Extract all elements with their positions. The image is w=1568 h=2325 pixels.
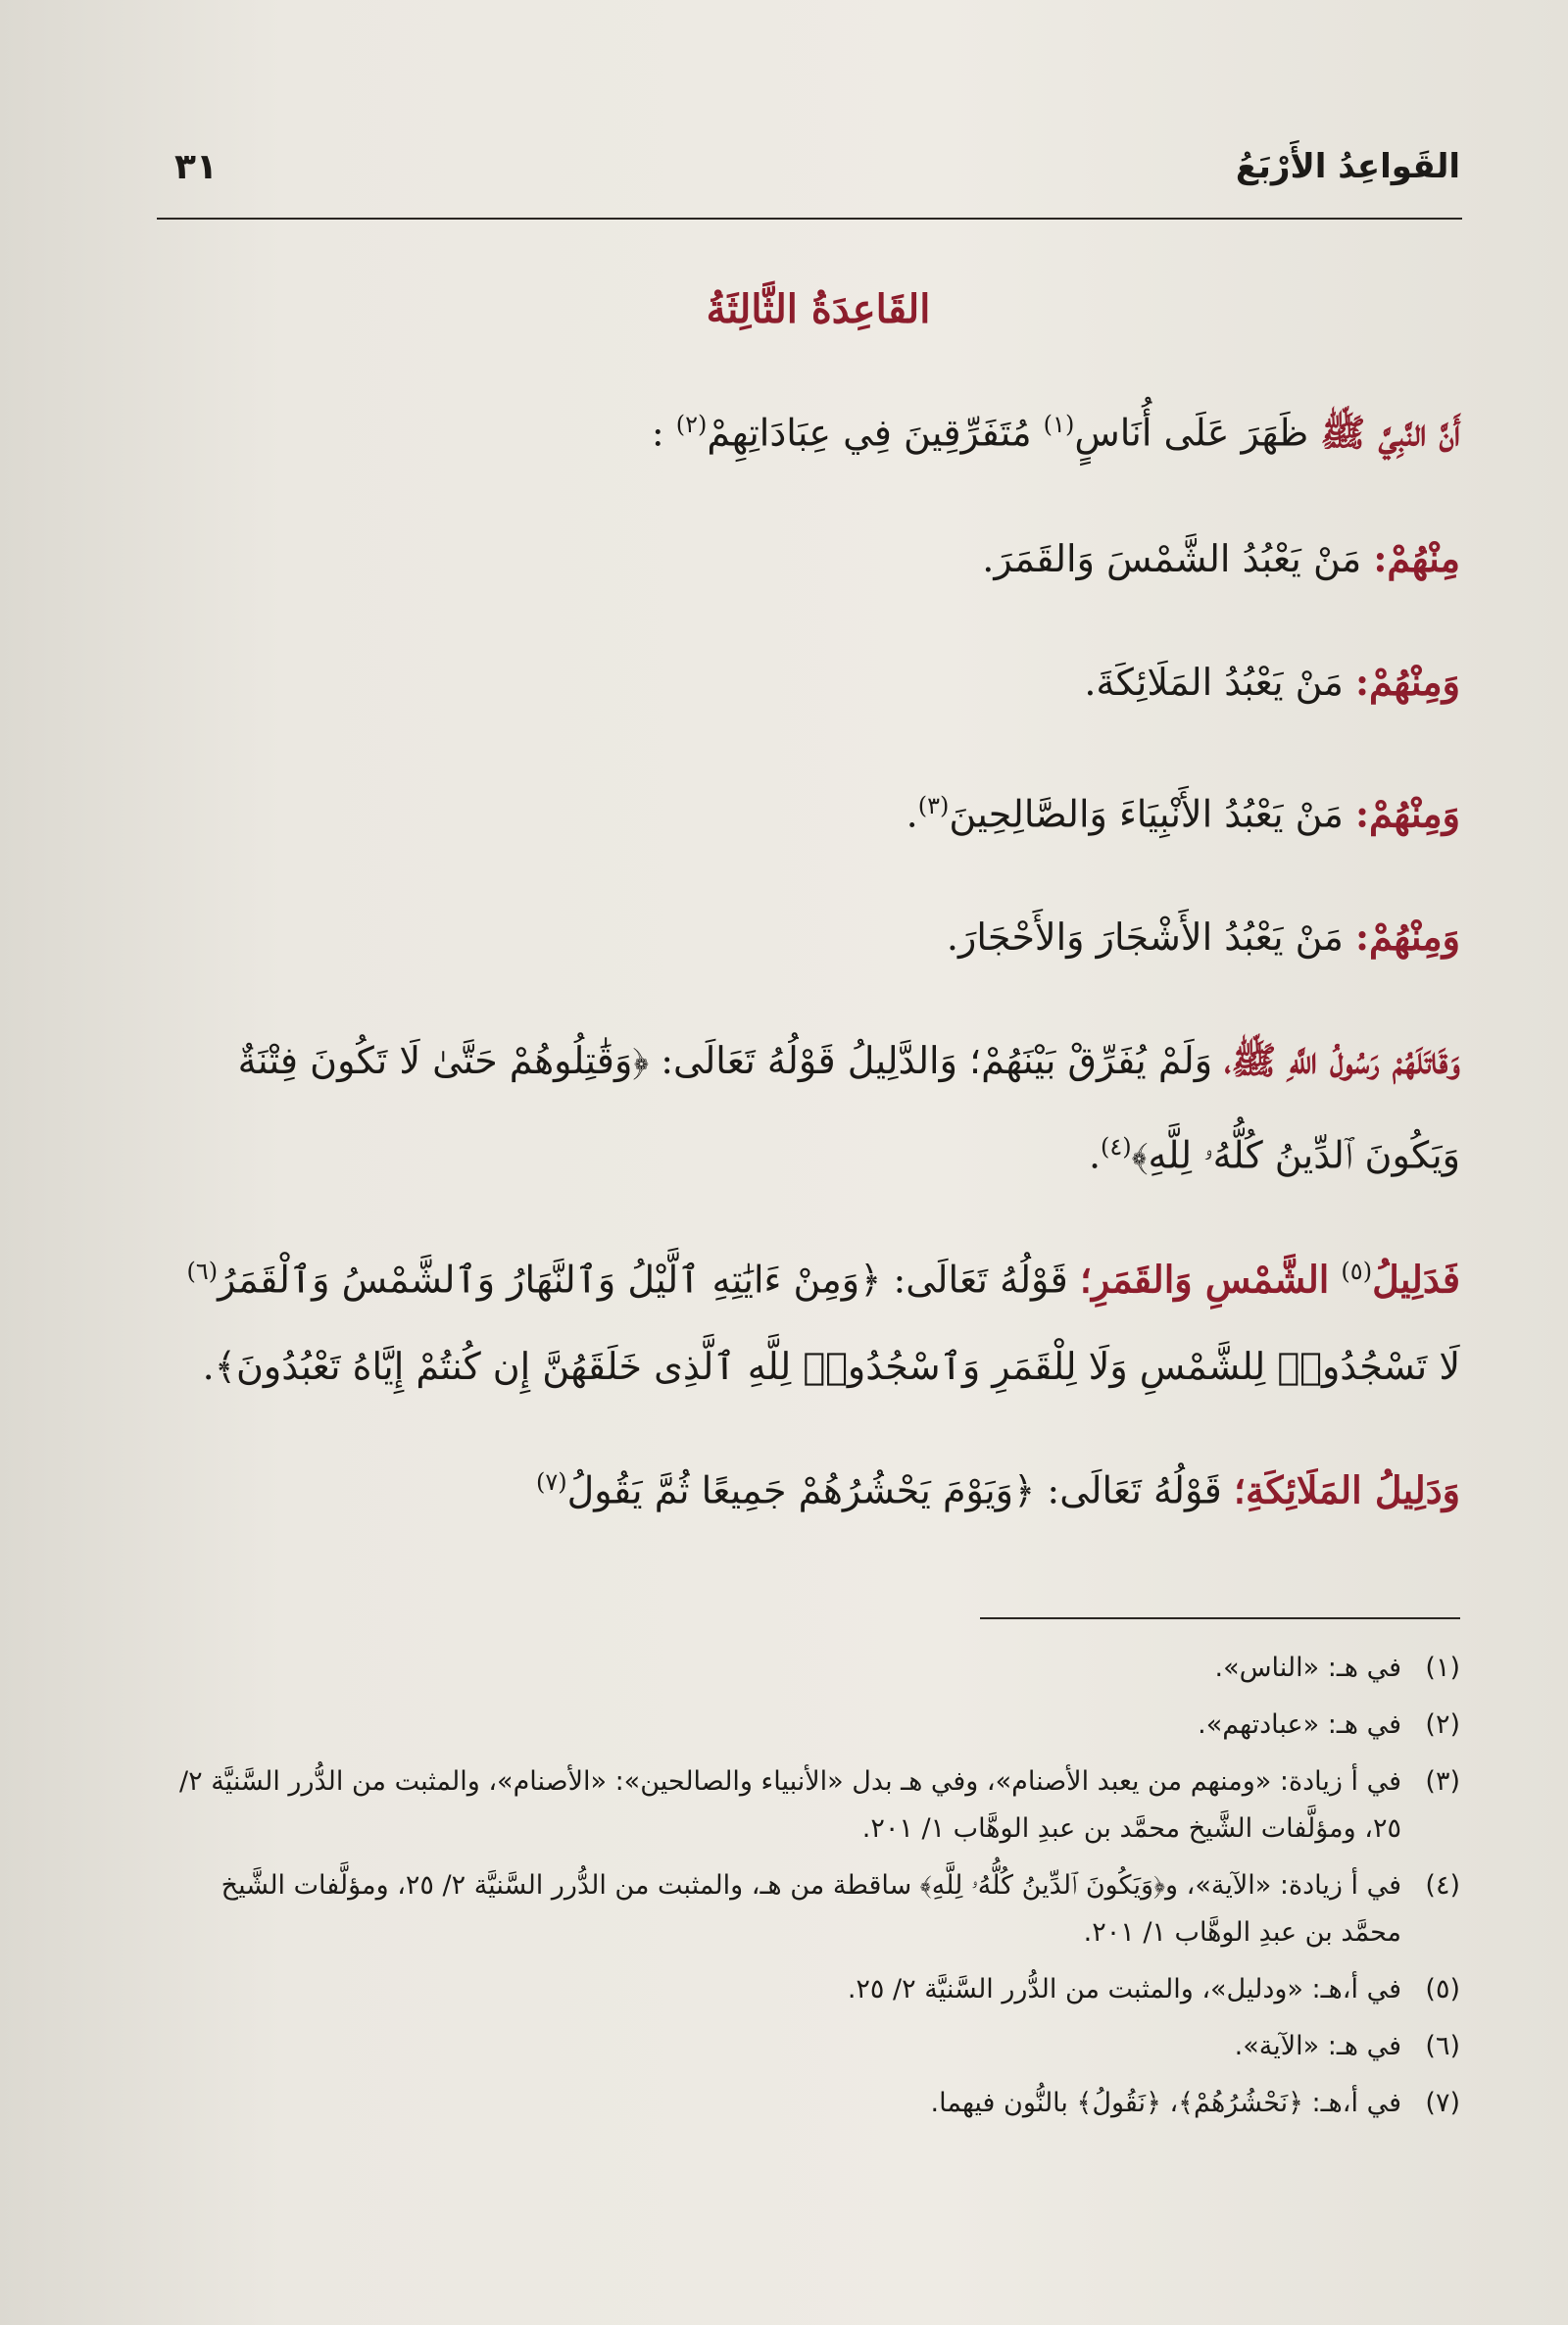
footnote-text: في أ،هـ: «ودليل»، والمثبت من الدُّرر السَّنيَّة ٢/ ٢٥. <box>847 1974 1401 2004</box>
footnote-number: (٦) <box>1425 2031 1460 2061</box>
footnote-number: (٧) <box>1425 2088 1460 2118</box>
sun-lead-2: الشَّمْسِ وَالقَمَرِ؛ <box>1079 1257 1330 1302</box>
footnote-text: في أ زيادة: «الآية»، و﴿وَيَكُونَ ٱلدِّينُ كُلُّهُۥ لِلَّهِ﴾ ساقطة من هـ، والمثبت من الدُّرر السَّنيَّة ٢/ ٢٥، ومؤلَّفات الشَّيخ محمَّد بن عبدِ الوهَّاب ١/ ٢٠١. <box>220 1870 1401 1948</box>
list-item <box>176 516 1460 602</box>
list-item <box>176 763 1460 858</box>
intro-tail: : <box>651 411 664 455</box>
footnote-ref-6[interactable]: (٦) <box>186 1257 219 1285</box>
quran-verse: ﴿وَيَوْمَ يَحْشُرُهُمْ جَمِيعًا ثُمَّ يَقُولُ <box>566 1468 1036 1512</box>
footnote-ref-7[interactable]: (٧) <box>535 1467 567 1496</box>
sun-paragraph <box>176 1228 1460 1410</box>
list-item-prefix: وَمِنْهُمْ: <box>1354 659 1460 704</box>
section-heading: القَاعِدَةُ الثَّالِثَةُ <box>706 286 931 332</box>
list-item-prefix: مِنْهُمْ: <box>1373 535 1460 580</box>
footnote <box>176 1758 1460 1853</box>
angels-text: قَوْلُهُ تَعَالَى: <box>1047 1468 1222 1512</box>
footnote-text: في أ زيادة: «ومنهم من يعبد الأصنام»، وفي هـ بدل «الأنبياء والصالحين»: «الأصنام»، والمثبت من الدُّرر السَّنيَّة ٢/ ٢٥، ومؤلَّفات الشَّيخ محمَّد بن عبدِ الوهَّاب ١/ ٢٠١. <box>179 1766 1401 1844</box>
fight-text: وَلَمْ يُفَرِّقْ بَيْنَهُمْ؛ وَالدَّلِيلُ قَوْلُهُ تَعَالَى: <box>661 1039 1213 1083</box>
list-item-text: مَنْ يَعْبُدُ الأَنْبِيَاءَ وَالصَّالِحِينَ <box>949 792 1344 836</box>
footnote-ref-4[interactable]: (٤) <box>1101 1133 1132 1162</box>
angels-paragraph <box>176 1439 1460 1534</box>
running-header-title: القَواعِدُ الأَرْبَعُ <box>1235 147 1460 186</box>
list-item-text: مَنْ يَعْبُدُ الشَّمْسَ وَالقَمَرَ. <box>982 536 1362 580</box>
quran-verse: ﴿وَقَٰتِلُوهُمْ حَتَّىٰ لَا تَكُونَ فِتْنَةٌ وَيَكُونَ ٱلدِّينُ كُلُّهُۥ لِلَّهِ﴾ <box>237 1039 1460 1177</box>
footnotes <box>176 1645 1460 2137</box>
list-item <box>176 894 1460 980</box>
footnote-text: في أ،هـ: ﴿نَحْشُرُهُمْ﴾، ﴿نَقُولُ﴾ بالنُّون فيهما. <box>930 2088 1401 2118</box>
footnote <box>176 1702 1460 1749</box>
footnote-ref-3[interactable]: (٣) <box>917 791 950 819</box>
fight-lead: وَقَاتَلَهُمْ رَسُولُ اللَّهِ ﷺ، <box>1224 1038 1460 1083</box>
list-item-tail: . <box>906 792 918 836</box>
angels-lead: وَدَلِيلُ المَلَائِكَةِ؛ <box>1233 1467 1460 1512</box>
page-number: ٣١ <box>174 147 218 187</box>
intro-paragraph <box>176 381 1460 476</box>
intro-text-2: مُتَفَرِّقِينَ فِي عِبَادَاتِهِمْ <box>707 411 1032 455</box>
footnote-text: في هـ: «الآية». <box>1234 2031 1401 2061</box>
quran-verse: لَا تَسْجُدُوا۟ لِلشَّمْسِ وَلَا لِلْقَمَرِ وَٱسْجُدُوا۟ لِلَّهِ ٱلَّذِى خَلَقَهُنَّ إِن كُنتُمْ إِيَّاهُ تَعْبُدُونَ﴾ <box>214 1344 1460 1388</box>
footnote-ref-2[interactable]: (٢) <box>675 411 708 438</box>
footnote <box>176 2080 1460 2127</box>
footnote-number: (٤) <box>1425 1870 1460 1901</box>
sun-tail: . <box>202 1344 215 1388</box>
footnote-number: (٥) <box>1425 1974 1460 2004</box>
footnote <box>176 2023 1460 2070</box>
intro-lead: أَنَّ النَّبِيَّ ﷺ <box>1320 410 1460 455</box>
footnote <box>176 1645 1460 1692</box>
footnote-divider <box>980 1617 1460 1619</box>
list-item-text: مَنْ يَعْبُدُ الأَشْجَارَ وَالأَحْجَارَ. <box>946 915 1344 960</box>
fight-paragraph <box>176 1017 1460 1199</box>
footnote-number: (٣) <box>1425 1766 1460 1797</box>
quran-verse: ﴿وَمِنْ ءَايَٰتِهِ ٱلَّيْلُ وَٱلنَّهَارُ وَٱلشَّمْسُ وَٱلْقَمَرُ <box>218 1258 882 1302</box>
footnote-text: في هـ: «الناس». <box>1214 1653 1401 1683</box>
footnote-ref-1[interactable]: (١) <box>1043 411 1075 438</box>
footnote-number: (٢) <box>1425 1709 1460 1740</box>
fight-tail: . <box>1088 1133 1102 1177</box>
list-item-prefix: وَمِنْهُمْ: <box>1354 915 1460 960</box>
footnote <box>176 1862 1460 1956</box>
intro-text-1: ظَهَرَ عَلَى أُنَاسٍ <box>1074 411 1309 455</box>
footnote-text: في هـ: «عبادتهم». <box>1198 1709 1401 1740</box>
sun-text: قَوْلُهُ تَعَالَى: <box>893 1258 1068 1302</box>
sun-lead: فَدَلِيلُ <box>1372 1257 1460 1302</box>
list-item <box>176 639 1460 725</box>
main-text <box>176 265 1460 1562</box>
list-item-text: مَنْ يَعْبُدُ المَلَائِكَةَ. <box>1084 660 1344 704</box>
footnote-number: (١) <box>1425 1653 1460 1683</box>
list-item-prefix: وَمِنْهُمْ: <box>1354 791 1460 836</box>
footnote <box>176 1966 1460 2013</box>
header-divider <box>157 218 1462 220</box>
footnote-ref-5[interactable]: (٥) <box>1341 1257 1373 1285</box>
